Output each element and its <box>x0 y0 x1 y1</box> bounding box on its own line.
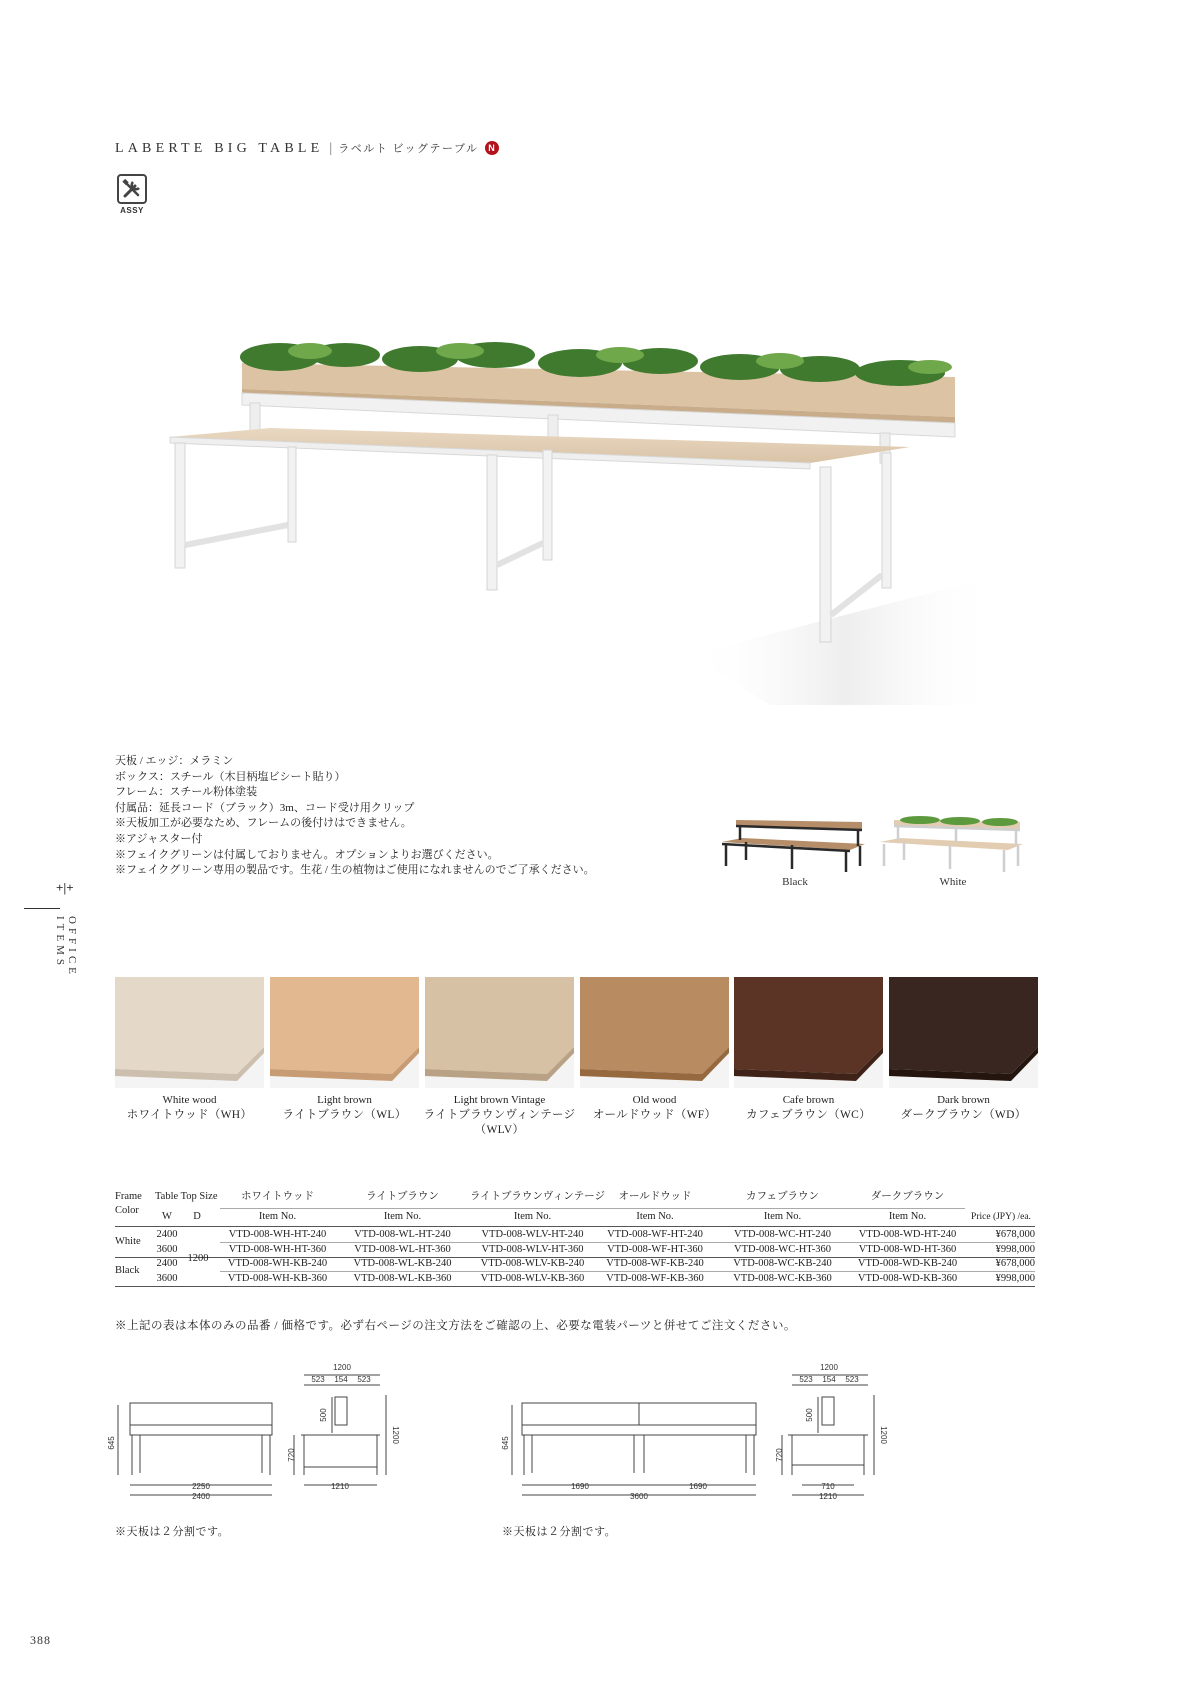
header-divider <box>220 1208 965 1209</box>
item-number-cell: VTD-008-WL-HT-360 <box>354 1243 451 1255</box>
swatch-3 <box>580 977 729 1088</box>
item-number-cell: VTD-008-WH-KB-360 <box>227 1272 328 1284</box>
item-number-cell: VTD-008-WD-HT-240 <box>858 1229 957 1240</box>
item-number-cell: VTD-008-WLV-KB-360 <box>480 1272 585 1284</box>
assembly-badge <box>117 174 147 215</box>
dim-label: 2250 <box>192 1482 210 1491</box>
item-number-cell: VTD-008-WC-KB-240 <box>733 1258 832 1269</box>
assy-label: ASSY <box>120 206 144 215</box>
swatch-name-en: Cafe brown <box>782 1094 835 1106</box>
side-rule <box>24 908 60 909</box>
swatch-2 <box>425 977 574 1088</box>
item-number-cell: VTD-008-WD-HT-360 <box>858 1243 957 1255</box>
item-number-cell: VTD-008-WD-KB-240 <box>857 1258 958 1269</box>
dim-label: 1210 <box>331 1482 349 1491</box>
swatch-name-jp: ダークブラウン（WD） <box>900 1109 1027 1121</box>
black-frame-photo <box>722 814 867 874</box>
swatch-name-en: White wood <box>162 1094 217 1106</box>
color-header: ホワイトウッド <box>241 1191 314 1202</box>
item-number-cell: VTD-008-WC-KB-360 <box>733 1272 832 1284</box>
item-number-cell: VTD-008-WL-KB-240 <box>353 1258 452 1269</box>
spec-line: ※フェイクグリーン専用の製品です。生花 / 生の植物はご使用になれませんのでご了承ください。 <box>115 864 595 877</box>
page-number: 388 <box>30 1633 51 1647</box>
dimension-drawing-3600 <box>500 1355 900 1515</box>
frame-header: Frame <box>115 1191 142 1202</box>
swatch-caption <box>726 1093 891 1123</box>
variant-caption-white: White <box>939 876 967 888</box>
color-header: ライトブラウンヴィンテージ <box>470 1191 606 1202</box>
table-row <box>115 1257 1035 1271</box>
dim-label: 1690 <box>571 1482 589 1491</box>
swatch-0 <box>115 977 264 1088</box>
dim-label: 710 <box>821 1482 835 1491</box>
product-title-en: LABERTE BIG TABLE <box>115 141 324 156</box>
dim-label: 1200 <box>391 1426 400 1444</box>
swatch-name-jp: ホワイトウッド（WH） <box>126 1109 253 1121</box>
dim-label: 523 <box>357 1375 371 1384</box>
swatch-caption <box>881 1093 1046 1123</box>
w-label: W <box>162 1211 172 1222</box>
table-row <box>115 1243 1035 1257</box>
item-number-cell: VTD-008-WL-HT-240 <box>354 1229 451 1240</box>
item-number-cell: VTD-008-WC-HT-360 <box>733 1243 831 1255</box>
size-header: Table Top Size <box>155 1191 218 1202</box>
dimension-drawing-2400 <box>107 1355 430 1515</box>
item-no-label: Item No. <box>513 1211 552 1222</box>
item-number-cell: VTD-008-WH-HT-240 <box>228 1229 327 1240</box>
white-frame-photo <box>880 814 1025 874</box>
drawing-note: ※天板は２分割です。 <box>502 1526 617 1538</box>
spec-line: ※フェイクグリーンは付属しておりません。オプションよりお選びください。 <box>115 848 499 861</box>
d-label: D <box>193 1211 201 1222</box>
dim-label: 2400 <box>192 1492 210 1501</box>
price-cell: ¥998,000 <box>995 1272 1035 1284</box>
section-name: OFFICE ITEMS <box>54 916 78 978</box>
title-separator: | <box>329 141 333 156</box>
table-rule <box>115 1226 1035 1227</box>
swatch-name-en: Light brown <box>317 1094 372 1106</box>
dim-label: 720 <box>287 1448 296 1462</box>
frame-color-cell: White <box>115 1236 141 1247</box>
item-no-label: Item No. <box>763 1211 802 1222</box>
drawing-note: ※天板は２分割です。 <box>115 1526 230 1538</box>
swatch-name-jp: カフェブラウン（WC） <box>746 1109 871 1121</box>
item-number-cell: VTD-008-WL-KB-360 <box>353 1272 452 1284</box>
dim-label: 523 <box>311 1375 325 1384</box>
item-number-cell: VTD-008-WH-KB-240 <box>227 1258 328 1269</box>
dim-label: 645 <box>501 1436 510 1450</box>
tools-icon <box>117 174 147 204</box>
spec-line: ボックス：スチール（木目柄塩ビシート貼り） <box>115 770 346 783</box>
table-note: ※上記の表は本体のみの品番 / 価格です。必ず右ページの注文方法をご確認の上、必要な電装パーツと併せてご注文ください。 <box>115 1320 796 1332</box>
depth-cell: 1200 <box>187 1253 209 1264</box>
dim-label: 1200 <box>820 1363 838 1372</box>
price-header: Price (JPY) /ea. <box>971 1212 1031 1222</box>
item-number-cell: VTD-008-WD-KB-360 <box>857 1272 958 1284</box>
swatch-name-jp: ライトブラウンヴィンテージ（WLV） <box>423 1109 576 1136</box>
product-title-jp: ラベルト ビッグテーブル <box>338 143 479 155</box>
spec-line: ※天板加工が必要なため、フレームの後付けはできません。 <box>115 817 412 830</box>
dim-label: 3600 <box>630 1492 648 1501</box>
dim-label: 154 <box>822 1375 836 1384</box>
dim-label: 154 <box>334 1375 348 1384</box>
swatch-name-jp: ライトブラウン（WL） <box>282 1109 407 1121</box>
price-cell: ¥998,000 <box>995 1243 1035 1255</box>
table-row <box>115 1228 1035 1242</box>
swatch-name-en: Light brown Vintage <box>453 1094 546 1106</box>
spec-line: 付属品：延長コード（ブラック）3m、コード受け用クリップ <box>115 801 415 814</box>
price-cell: ¥678,000 <box>995 1258 1035 1269</box>
dim-label: 645 <box>107 1436 116 1450</box>
color-header: カフェブラウン <box>746 1191 819 1202</box>
width-cell: 3600 <box>156 1243 178 1255</box>
dim-label: 1690 <box>689 1482 707 1491</box>
item-number-cell: VTD-008-WF-HT-360 <box>607 1243 703 1255</box>
item-no-label: Item No. <box>636 1211 674 1222</box>
swatch-caption <box>417 1093 582 1138</box>
dim-label: 500 <box>319 1408 328 1422</box>
item-number-cell: VTD-008-WF-HT-240 <box>607 1229 703 1240</box>
spec-line: 天板 / エッジ：メラミン <box>115 755 234 767</box>
item-no-label: Item No. <box>258 1211 297 1222</box>
new-badge: N <box>485 141 499 155</box>
swatch-caption <box>572 1093 737 1123</box>
swatch-name-en: Dark brown <box>937 1094 990 1106</box>
swatch-caption <box>262 1093 427 1123</box>
page-header <box>115 140 499 157</box>
dim-label: 523 <box>845 1375 859 1384</box>
product-photo <box>170 325 1000 710</box>
dim-label: 1200 <box>333 1363 351 1372</box>
item-number-cell: VTD-008-WLV-HT-360 <box>481 1243 584 1255</box>
swatch-caption <box>107 1093 272 1123</box>
swatch-name-jp: オールドウッド（WF） <box>592 1109 717 1121</box>
item-number-cell: VTD-008-WH-HT-360 <box>228 1243 327 1255</box>
dim-label: 523 <box>799 1375 813 1384</box>
dim-label: 720 <box>775 1448 784 1462</box>
item-number-cell: VTD-008-WLV-KB-240 <box>480 1258 585 1269</box>
price-cell: ¥678,000 <box>995 1229 1035 1240</box>
spec-line: ※アジャスター付 <box>115 832 203 845</box>
width-cell: 2400 <box>156 1258 178 1269</box>
dim-label: 1200 <box>879 1426 888 1444</box>
width-cell: 2400 <box>156 1229 178 1240</box>
item-number-cell: VTD-008-WLV-HT-240 <box>481 1229 584 1240</box>
dim-label: 500 <box>805 1408 814 1422</box>
swatch-1 <box>270 977 419 1088</box>
spec-line: フレーム：スチール粉体塗装 <box>115 786 258 799</box>
item-number-cell: VTD-008-WF-KB-240 <box>606 1258 704 1269</box>
color-header: ダークブラウン <box>870 1191 945 1202</box>
item-no-label: Item No. <box>383 1211 422 1222</box>
brand-logo: +|+ <box>56 880 74 895</box>
frame-header: Color <box>115 1205 139 1216</box>
dim-label: 1210 <box>819 1492 837 1501</box>
color-header: ライトブラウン <box>366 1191 439 1202</box>
swatch-4 <box>734 977 883 1088</box>
frame-color-cell: Black <box>115 1265 140 1276</box>
width-cell: 3600 <box>156 1272 178 1284</box>
swatch-5 <box>889 977 1038 1088</box>
color-header: オールドウッド <box>618 1191 692 1202</box>
spec-list <box>115 754 595 879</box>
item-number-cell: VTD-008-WC-HT-240 <box>733 1229 831 1240</box>
swatch-name-en: Old wood <box>632 1094 677 1106</box>
item-number-cell: VTD-008-WF-KB-360 <box>606 1272 704 1284</box>
item-no-label: Item No. <box>888 1211 927 1222</box>
table-row <box>115 1272 1035 1286</box>
variant-caption-black: Black <box>782 876 808 888</box>
table-rule <box>115 1286 1035 1287</box>
